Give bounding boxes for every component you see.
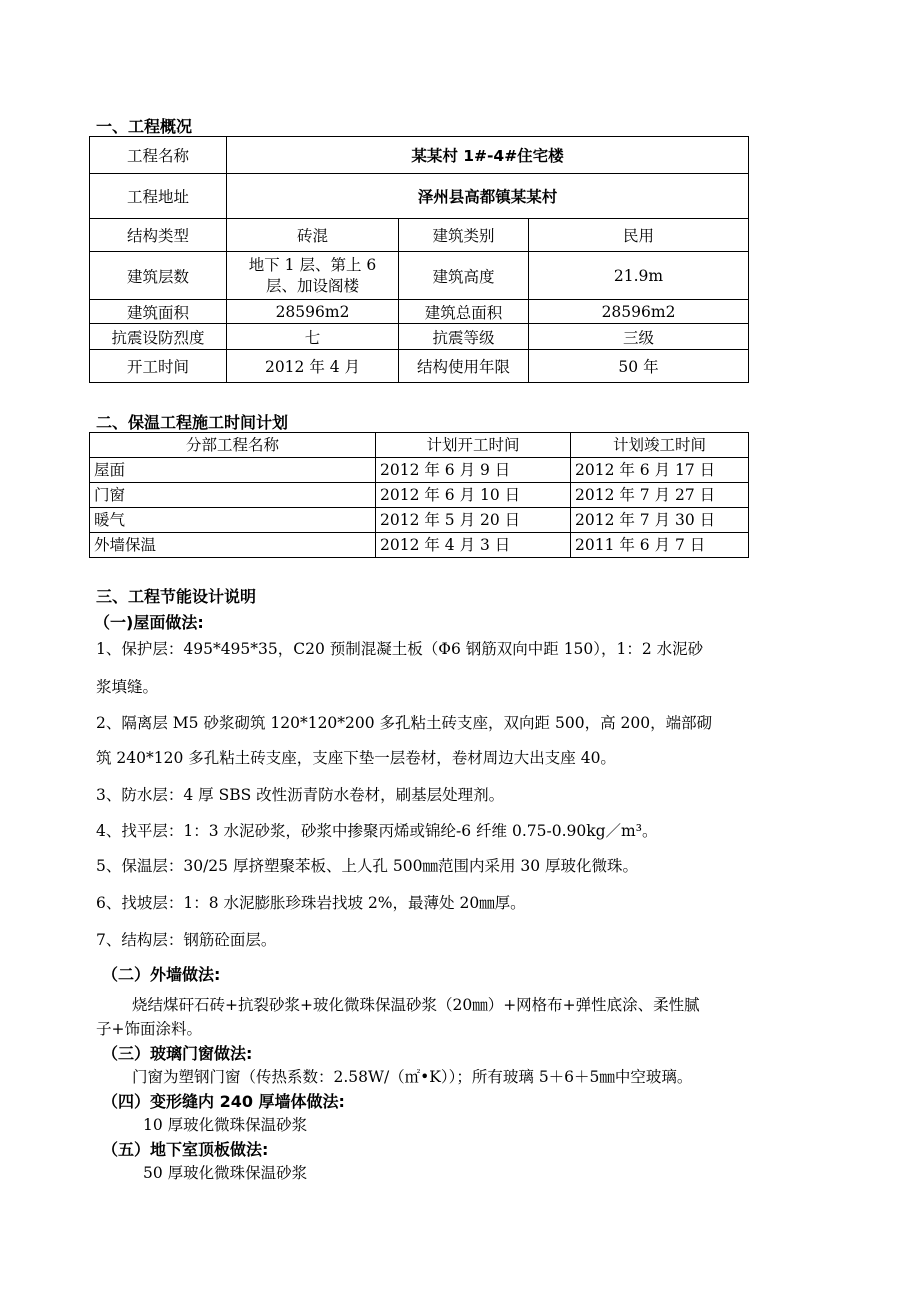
basement-text: 50 厚玻化微珠保温砂浆 <box>143 1164 308 1182</box>
structure-label: 结构类型 <box>90 219 227 252</box>
table-row <box>90 483 749 508</box>
address-value: 泽州县高都镇某某村 <box>227 174 749 219</box>
height-label: 建筑高度 <box>399 252 529 300</box>
structure-value: 砖混 <box>227 219 399 252</box>
roof-item: 5、保温层：30/25 厚挤塑聚苯板、上人孔 500㎜范围内采用 30 厚玻化微珠。 <box>96 857 639 875</box>
floors-value <box>227 252 399 300</box>
area-value: 28596m2 <box>227 300 399 324</box>
schedule-table <box>89 432 749 558</box>
roof-item: 筑 240*120 多孔粘土砖支座，支座下垫一层卷材，卷材周边大出支座 40。 <box>96 749 616 767</box>
floors-label: 建筑层数 <box>90 252 227 300</box>
roof-item: 2、隔离层 M5 砂浆砌筑 120*120*200 多孔粘土砖支座，双向距 500，高 200，端部砌 <box>96 714 713 732</box>
start-label: 开工时间 <box>90 350 227 383</box>
category-label: 建筑类别 <box>399 219 529 252</box>
seismic-grade-label: 抗震等级 <box>399 324 529 350</box>
schedule-cell: 暖气 <box>90 508 376 533</box>
roof-item: 3、防水层：4 厚 SBS 改性沥青防水卷材，刷基层处理剂。 <box>96 786 505 804</box>
total-area-value: 28596m2 <box>529 300 749 324</box>
seismic-value: 七 <box>227 324 399 350</box>
table-row <box>90 458 749 483</box>
joint-text: 10 厚玻化微珠保温砂浆 <box>143 1116 308 1134</box>
section2-title: 二、保温工程施工时间计划 <box>96 413 289 432</box>
height-value: 21.9m <box>529 252 749 300</box>
window-title: （三）玻璃门窗做法: <box>102 1044 253 1063</box>
schedule-cell: 2012 年 4 月 3 日 <box>376 533 571 558</box>
schedule-header-end: 计划竣工时间 <box>571 433 749 458</box>
name-label: 工程名称 <box>90 137 227 174</box>
schedule-cell: 2012 年 5 月 20 日 <box>376 508 571 533</box>
address-label: 工程地址 <box>90 174 227 219</box>
joint-title: （四）变形缝内 240 厚墙体做法: <box>102 1092 345 1111</box>
life-value: 50 年 <box>529 350 749 383</box>
window-text: 门窗为塑钢门窗（传热系数：2.58W/（㎡•K））；所有玻璃 5＋6＋5㎜中空玻璃。 <box>132 1068 693 1086</box>
schedule-cell: 门窗 <box>90 483 376 508</box>
schedule-cell: 外墙保温 <box>90 533 376 558</box>
schedule-cell: 2012 年 6 月 9 日 <box>376 458 571 483</box>
total-area-label: 建筑总面积 <box>399 300 529 324</box>
schedule-cell: 2012 年 7 月 30 日 <box>571 508 749 533</box>
roof-item: 4、找平层：1：3 水泥砂浆，砂浆中掺聚丙烯或锦纶-6 纤维 0.75-0.90kg／m³。 <box>96 822 658 840</box>
schedule-cell: 2012 年 6 月 10 日 <box>376 483 571 508</box>
roof-item: 1、保护层：495*495*35，C20 预制混凝土板（Φ6 钢筋双向中距 150），1：2 水泥砂 <box>96 640 704 658</box>
section1-title: 一、工程概况 <box>96 117 193 136</box>
wall-text-line1: 烧结煤矸石砖+抗裂砂浆+玻化微珠保温砂浆（20㎜）+网格布+弹性底涂、柔性腻 <box>132 996 700 1014</box>
schedule-cell: 2012 年 6 月 17 日 <box>571 458 749 483</box>
seismic-label: 抗震设防烈度 <box>90 324 227 350</box>
schedule-cell: 2011 年 6 月 7 日 <box>571 533 749 558</box>
area-label: 建筑面积 <box>90 300 227 324</box>
wall-title: （二）外墙做法: <box>102 965 221 984</box>
schedule-header-name: 分部工程名称 <box>90 433 376 458</box>
section3-title: 三、工程节能设计说明 <box>96 587 257 606</box>
project-overview-table <box>89 136 749 383</box>
life-label: 结构使用年限 <box>399 350 529 383</box>
schedule-header-start: 计划开工时间 <box>376 433 571 458</box>
roof-title: （一)屋面做法: <box>94 613 204 632</box>
roof-item: 浆填缝。 <box>96 678 159 696</box>
category-value: 民用 <box>529 219 749 252</box>
schedule-cell: 2012 年 7 月 27 日 <box>571 483 749 508</box>
name-value: 某某村 1#-4#住宅楼 <box>227 137 749 174</box>
start-value: 2012 年 4 月 <box>227 350 399 383</box>
basement-title: （五）地下室顶板做法: <box>102 1140 269 1159</box>
schedule-cell: 屋面 <box>90 458 376 483</box>
table-row <box>90 533 749 558</box>
roof-item: 6、找坡层：1：8 水泥膨胀珍珠岩找坡 2%，最薄处 20㎜厚。 <box>96 894 526 912</box>
wall-text-line2: 子+饰面涂料。 <box>96 1020 202 1038</box>
seismic-grade-value: 三级 <box>529 324 749 350</box>
roof-item: 7、结构层：钢筋砼面层。 <box>96 931 277 949</box>
table-row <box>90 508 749 533</box>
floors-value-line1: 地下 1 层、第上 6 <box>248 255 377 274</box>
floors-value-line2: 层、加设阁楼 <box>265 276 359 295</box>
